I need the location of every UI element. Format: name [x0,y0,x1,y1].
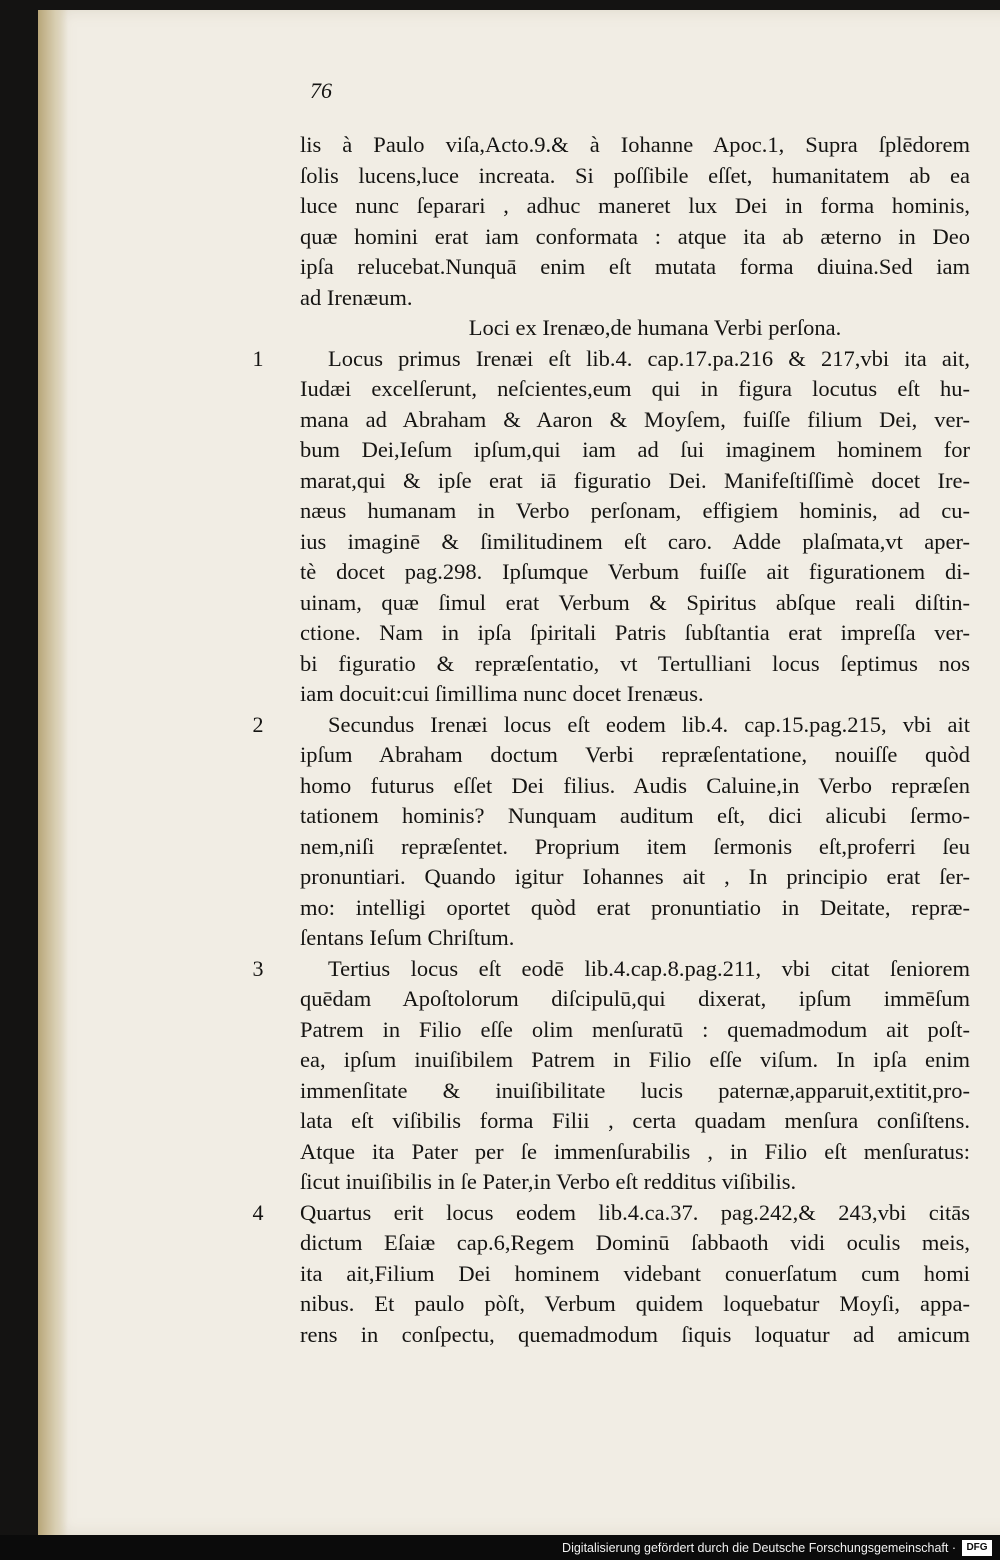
text-line: homo futurus eſſet Dei filius. Audis Caluine,in Verbo repræſen [300,772,970,798]
text-line: mo: intelligi oportet quòd erat pronuntiatio in Deitate, repræ- [300,894,970,920]
section-heading: Loci ex Irenæo,de humana Verbi perſona. [468,315,842,340]
text-block [252,130,970,1350]
text-line: quæ homini erat iam conformata : atque ita ab æterno in Deo [300,223,970,249]
text-line: tationem hominis? Nunquam auditum eſt, dici alicubi ſermo- [300,803,970,828]
text-line: immenſitate & inuiſibilitate lucis paternæ,apparuit,extitit,pro- [300,1077,970,1103]
text-line: mana ad Abraham & Aaron & Moyſem, fuiſſe filium Dei, ver- [300,406,970,432]
paragraph-number: 3 [252,955,264,981]
text-line: quēdam Apoſtolorum diſcipulū,qui dixerat, ipſum immēſum [300,986,970,1011]
text-line: Locus primus Irenæi eſt lib.4. cap.17.pa.216 & 217,vbi ita ait, [328,345,970,371]
text-line: lis à Paulo viſa,Actο.9.& à Iohanne Apoc.1, Supra ſplēdorem [300,132,970,157]
text-line: ad Irenæum. [300,284,413,310]
page-gutter [38,10,68,1535]
page-number: 76 [310,78,332,103]
text-line: ſentans Ieſum Chriſtum. [300,925,515,950]
text-line: ipſa relucebat.Nunquā enim eſt mutata forma diuina.Sed iam [300,254,970,279]
text-line: ea, ipſum inuiſibilem Patrem in Filio eſſe viſum. In ipſa enim [300,1047,970,1072]
text-line: tè docet pag.298. Ipſumque Verbum fuiſſe ait figurationem di- [300,559,970,584]
text-line: pronuntiari. Quando igitur Iohannes ait , In principio erat ſer- [300,864,970,889]
text-line: ipſum Abraham doctum Verbi repræſentatione, nouiſſe quòd [300,742,970,767]
text-line: Patrem in Filio eſſe olim menſuratū : quemadmodum ait poſt- [300,1016,970,1042]
text-line: bi figuratio & repræſentatio, vt Tertulliani locus ſeptimus nos [300,650,970,676]
text-line: rens in conſpectu, quemadmodum ſiquis loquatur ad amicum [300,1321,970,1347]
text-line: ius imaginē & ſimilitudinem eſt caro. Adde plaſmata,vt aper- [300,528,970,554]
text-line: næus humanam in Verbo perſonam, effigiem hominis, ad cu- [300,498,970,523]
paragraph-1 [252,344,970,710]
footer-bar [0,1537,1000,1560]
text-line: dictum Eſaiæ cap.6,Regem Dominū ſabbaoth vidi oculis meis, [300,1230,970,1255]
text-line: Quartus erit locus eodem lib.4.ca.37. pag.242,& 243,vbi citās [300,1199,970,1225]
funding-notice: Digitalisierung gefördert durch die Deutsche Forschungsgemeinschaft · [562,1541,956,1555]
text-line: uinam, quæ ſimul erat Verbum & Spiritus abſque reali diſtin- [300,589,970,615]
text-line: lata eſt viſibilis forma Filii , certa quadam menſura conſiſtens. [300,1108,970,1133]
dfg-logo: DFG [962,1540,992,1556]
intro-paragraph [300,130,970,313]
text-line: ſolis lucens,luce increata. Si poſſibile eſſet, humanitatem ab ea [300,162,970,188]
text-line: ſicut inuiſibilis in ſe Pater,in Verbo eſt redditus viſibilis. [300,1169,797,1194]
text-line: ita ait,Filium Dei hominem videbant conuerſatum cum homi [300,1260,970,1286]
paragraph-3 [252,954,970,1198]
paragraph-4 [252,1198,970,1351]
text-line: luce nunc ſeparari , adhuc maneret lux Dei in forma hominis, [300,193,970,218]
paragraph-2 [252,710,970,954]
text-line: marat,qui & ipſe erat iā figuratio Dei. Manifeſtiſſimè docet Ire- [300,467,970,493]
paragraph-number: 2 [252,711,264,737]
text-line: nem,niſi repræſentet. Proprium item ſermonis eſt,proferri ſeu [300,833,970,859]
text-line: Atque ita Pater per ſe immenſurabilis , in Filio eſt menſuratus: [300,1138,970,1164]
paragraph-number: 4 [252,1199,264,1225]
text-line: Tertius locus eſt eodē lib.4.cap.8.pag.211, vbi citat ſeniorem [328,955,970,981]
text-line: ctione. Nam in ipſa ſpiritali Patris ſubſtantia erat impreſſa ver- [300,620,970,645]
text-line: bum Dei,Ieſum ipſum,qui iam ad ſui imaginem hominem for [300,437,970,462]
paragraph-number: 1 [252,345,264,371]
text-line: iam docuit:cui ſimillima nunc docet Irenæus. [300,681,704,706]
text-line: Iudæi excelſerunt, neſcientes,eum qui in figura locutus eſt hu- [300,376,970,401]
text-line: nibus. Et paulo pòſt, Verbum quidem loquebatur Moyſi, appa- [300,1291,970,1316]
text-line: Secundus Irenæi locus eſt eodem lib.4. cap.15.pag.215, vbi ait [328,711,970,737]
